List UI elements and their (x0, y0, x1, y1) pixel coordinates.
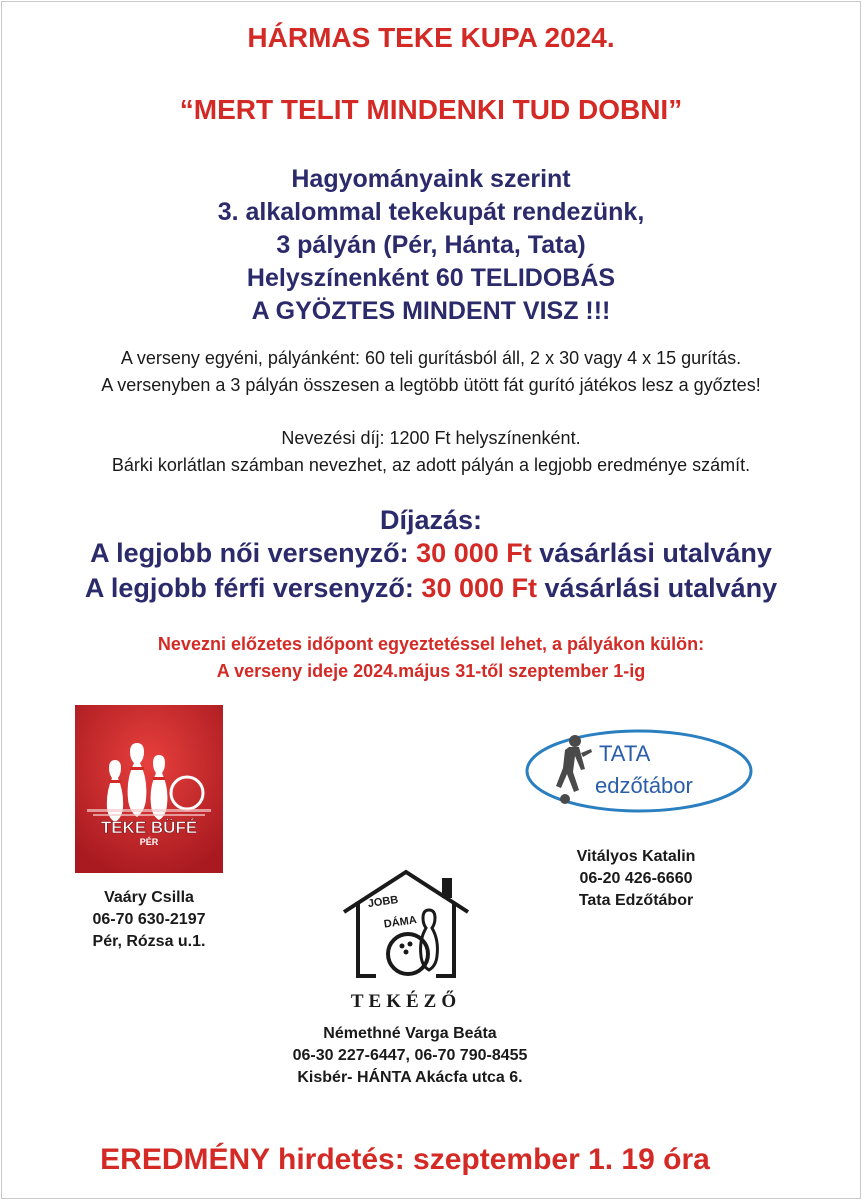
poster-title: HÁRMAS TEKE KUPA 2024. (247, 22, 615, 53)
fee-line: Nevezési díj: 1200 Ft helyszínenként. (281, 428, 581, 448)
entry-notice (0, 631, 862, 685)
logo-subtext: PÉR (139, 837, 159, 847)
jobb-dama-logo (336, 866, 476, 1014)
results-announcement: EREDMÉNY hirdetés: szeptember 1. 19 óra (100, 1143, 710, 1176)
rules-block (0, 345, 862, 399)
contact-tata (536, 846, 736, 912)
logo-text: TEKE BÜFÉ (100, 818, 198, 837)
intro-line: Hagyományaink szerint (291, 165, 571, 193)
rules-line: A verseny egyéni, pályánként: 60 teli gurításból áll, 2 x 30 vagy 4 x 15 gurítás. (120, 348, 742, 368)
prize-women (0, 538, 862, 569)
intro-line: Helyszínenként 60 TELIDOBÁS (246, 264, 616, 292)
contact-address: Tata Edzőtábor (578, 892, 694, 909)
contact-name: Vaáry Csilla (104, 889, 194, 906)
logo-text: JOBB (367, 893, 400, 911)
prize-label: A legjobb férfi versenyző: (84, 573, 422, 603)
contact-address: Kisbér- HÁNTA Akácfa utca 6. (297, 1069, 523, 1086)
prize-amount: 30 000 Ft (421, 573, 537, 603)
fee-block (0, 425, 862, 479)
contact-name: Némethné Varga Beáta (323, 1025, 497, 1042)
tata-edzotabor-logo (523, 727, 755, 815)
prize-suffix: vásárlási utalvány (537, 573, 778, 603)
prizes-heading: Díjazás: (379, 505, 483, 535)
prize-men (0, 573, 862, 604)
intro-line: 3. alkalommal tekekupát rendezünk, (217, 198, 645, 226)
contact-per (54, 887, 244, 953)
logo-text: edzőtábor (595, 773, 693, 798)
contact-phone: 06-30 227-6447, 06-70 790-8455 (292, 1047, 528, 1064)
contact-phone: 06-20 426-6660 (579, 870, 693, 887)
teke-bufe-logo (75, 705, 223, 873)
intro-block (0, 163, 862, 328)
bowling-ball-icon (560, 794, 570, 804)
prize-suffix: vásárlási utalvány (531, 538, 772, 568)
intro-line: A GYÖZTES MINDENT VISZ !!! (251, 297, 611, 325)
poster-motto: “MERT TELIT MINDENKI TUD DOBNI” (179, 94, 683, 125)
contact-address: Pér, Rózsa u.1. (92, 933, 206, 950)
logo-text: TEKÉZŐ (350, 991, 462, 1012)
contact-phone: 06-70 630-2197 (92, 911, 206, 928)
prize-amount: 30 000 Ft (416, 538, 532, 568)
notice-line: A verseny ideje 2024.május 31-től szeptember 1-ig (216, 661, 646, 681)
notice-line: Nevezni előzetes időpont egyeztetéssel lehet, a pályákon külön: (157, 634, 705, 654)
contact-name: Vitályos Katalin (576, 848, 696, 865)
fee-line: Bárki korlátlan számban nevezhet, az adott pályán a legjobb eredménye számít. (111, 455, 751, 475)
intro-line: 3 pályán (Pér, Hánta, Tata) (276, 231, 586, 259)
prize-label: A legjobb női versenyző: (90, 538, 417, 568)
rules-line: A versenyben a 3 pályán összesen a legtöbb ütött fát gurító játékos lesz a győztes! (101, 375, 761, 395)
contact-hanta (210, 1023, 610, 1089)
logo-text: DÁMA (383, 914, 418, 931)
logo-text: TATA (599, 741, 651, 766)
